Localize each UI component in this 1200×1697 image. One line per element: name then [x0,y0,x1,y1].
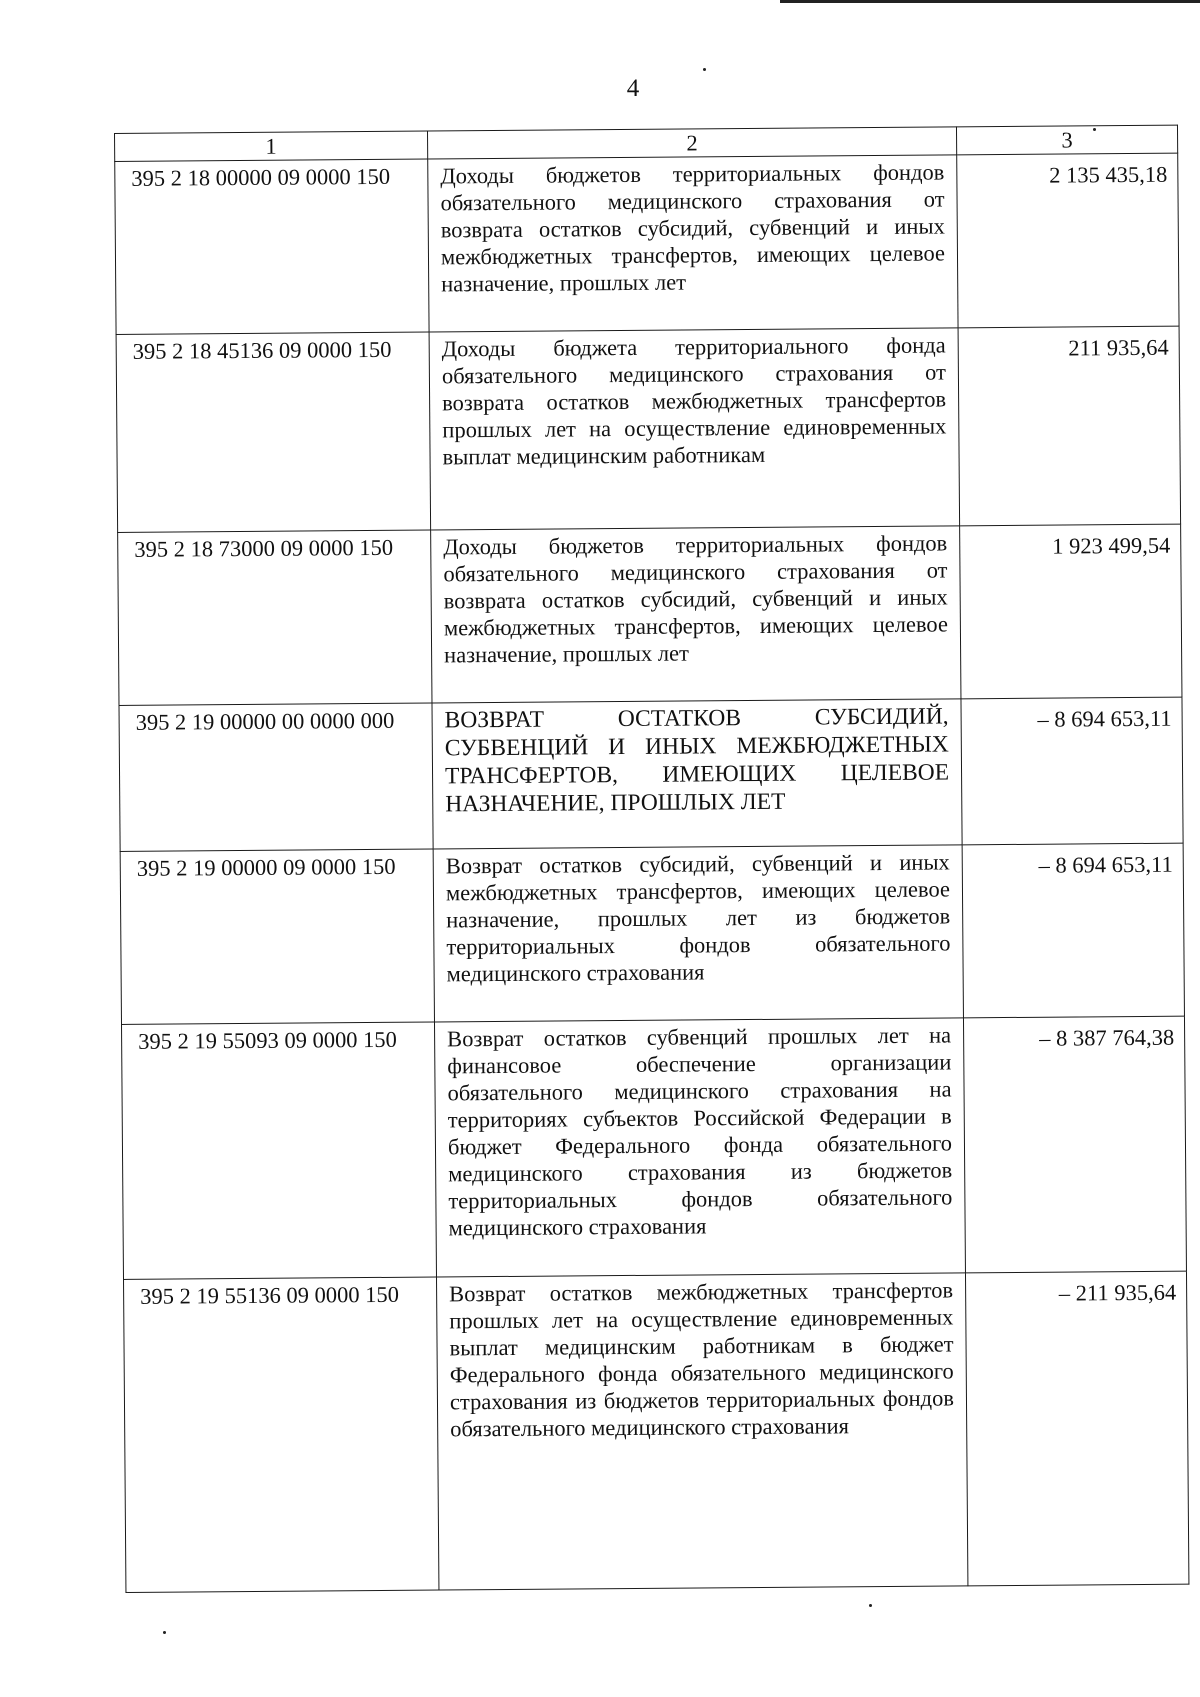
scan-edge-mark [780,0,1200,3]
column-header-amount: 3 [956,125,1177,155]
income-name-cell: Возврат остатков субсидий, субвенций и иных межбюджетных трансфертов, имеющих целевое назначение, прошлых лет из бюджетов территориальных фондов обязательного медицинского страхования [433,845,963,1022]
income-name-cell: ВОЗВРАТ ОСТАТКОВ СУБСИДИЙ, СУБВЕНЦИЙ И ИНЫХ МЕЖБЮДЖЕТНЫХ ТРАНСФЕРТОВ, ИМЕЮЩИХ ЦЕЛЕВОЕ НАЗНАЧЕНИЕ, ПРОШЛЫХ ЛЕТ [432,699,962,849]
income-name-cell: Доходы бюджета территориального фонда обязательного медицинского страхования от возврата остатков межбюджетных трансфертов прошлых лет на осуществление единовременных выплат медицинским работникам [429,328,960,530]
table-row [116,326,1181,532]
income-name-cell: Доходы бюджетов территориальных фондов обязательного медицинского страхования от возврата остатков субсидий, субвенций и иных межбюджетных трансфертов, имеющих целевое назначение, прошлых лет [428,155,958,332]
table-row [118,524,1182,705]
table-row [120,843,1184,1024]
amount-cell: 1 923 499,54 [960,524,1182,699]
budget-code-cell: 395 2 18 73000 09 0000 150 [118,530,432,705]
scan-speck [163,1631,166,1634]
table-row [124,1271,1189,1592]
budget-code-cell: 395 2 19 55136 09 0000 150 [124,1277,439,1592]
budget-code-cell: 395 2 18 00000 09 0000 150 [115,159,429,334]
budget-code-cell: 395 2 19 00000 00 0000 000 [119,703,433,851]
table-row [122,1016,1187,1279]
income-name-cell: Возврат остатков субвенций прошлых лет на финансовое обеспечение организации обязательного медицинского страхования на территориях субъектов Российской Федерации в бюджет Федерального фонда обязательного медицинского страхования из бюджетов территориальных фондов обязательного медицинского страхования [434,1018,965,1277]
scan-speck [703,68,706,71]
column-header-code: 1 [115,131,428,161]
table-row [115,153,1179,334]
budget-code-cell: 395 2 19 55093 09 0000 150 [122,1022,437,1279]
budget-code-cell: 395 2 19 00000 09 0000 150 [120,849,434,1024]
amount-cell: – 8 694 653,11 [962,843,1184,1018]
amount-cell: – 211 935,64 [965,1271,1188,1586]
budget-table [114,125,1189,1593]
table-row [119,697,1183,851]
amount-cell: – 8 694 653,11 [961,697,1183,845]
page-number: 4 [626,75,640,102]
column-header-name: 2 [427,127,956,159]
amount-cell: 211 935,64 [958,326,1181,526]
amount-cell: 2 135 435,18 [957,153,1179,328]
budget-code-cell: 395 2 18 45136 09 0000 150 [116,332,431,532]
income-name-cell: Доходы бюджетов территориальных фондов обязательного медицинского страхования от возврата остатков субсидий, субвенций и иных межбюджетных трансфертов, имеющих целевое назначение, прошлых лет [431,526,961,703]
scan-speck [869,1604,872,1607]
income-name-cell: Возврат остатков межбюджетных трансфертов прошлых лет на осуществление единовременных выплат медицинским работникам в бюджет Федерального фонда обязательного медицинского страхования из бюджетов территориальных фондов обязательного медицинского страхования [436,1273,967,1590]
amount-cell: – 8 387 764,38 [963,1016,1186,1273]
